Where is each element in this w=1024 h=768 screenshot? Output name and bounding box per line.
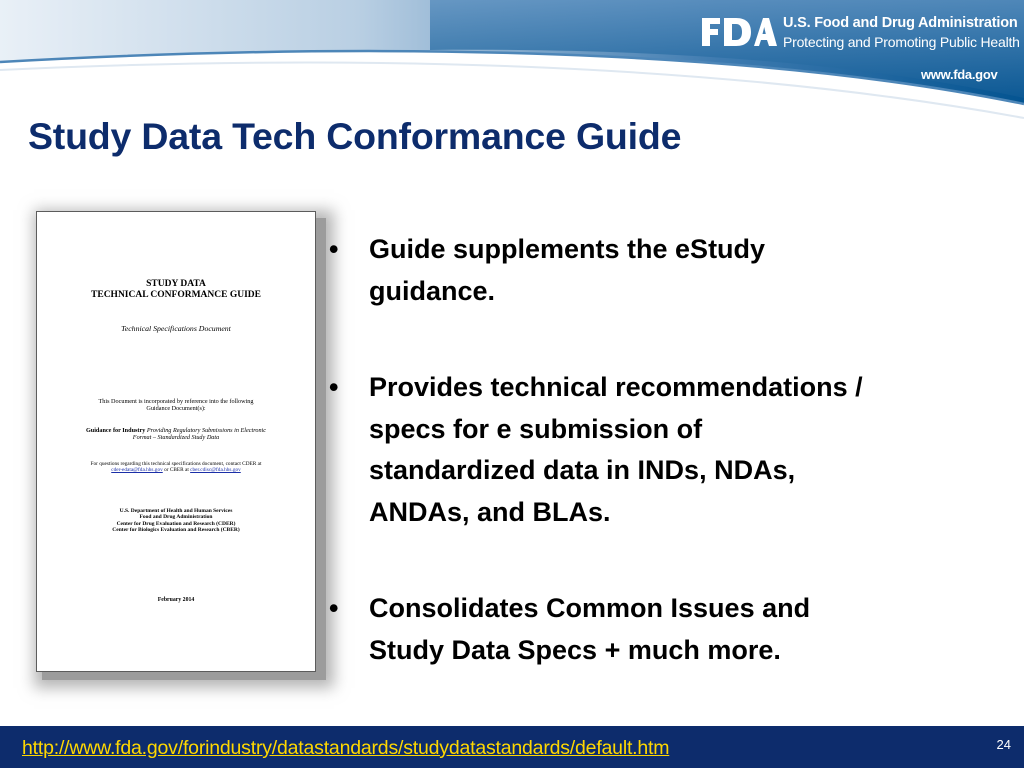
document-email-cder: cder-edata@fda.hhs.gov <box>111 467 163 474</box>
slide-title: Study Data Tech Conformance Guide <box>28 115 682 157</box>
document-thumbnail <box>36 211 316 672</box>
bullet-marker: • <box>329 593 339 623</box>
footer-link[interactable]: http://www.fda.gov/forindustry/datastandards/studydatastandards/default.htm <box>22 737 670 759</box>
document-email-cber: cber.cdisc@fda.hhs.gov <box>190 467 241 474</box>
document-contact-info: For questions regarding this technical specifications document, contact CDER at cder-edata@fda.hhs.gov or CBER at cber.cdisc@fda.hhs.gov <box>90 461 262 474</box>
document-date: February 2014 <box>157 597 195 603</box>
bullet-marker: • <box>329 234 339 264</box>
website-address: www.fda.gov <box>921 67 998 82</box>
document-incorporation-note: This Document is incorporated by reference into the following Guidance Document(s): <box>98 398 254 413</box>
bullet-text: Consolidates Common Issues and Study Data Specs + much more. <box>369 593 811 665</box>
document-guidance-reference: Guidance for Industry Providing Regulatory Submissions in Electronic Format – Standardized Study Data <box>85 427 267 442</box>
agency-tagline: Protecting and Promoting Public Health <box>783 34 1020 50</box>
agency-name: U.S. Food and Drug Administration <box>783 15 1018 31</box>
document-agency-block: U.S. Department of Health and Human Services Food and Drug Administration Center for Drug Evaluation and Research (CDER) Center for Biologics Evaluation and Research (CBER) <box>112 508 240 533</box>
fda-logo <box>699 14 777 50</box>
bullet-marker: • <box>329 372 339 402</box>
document-title: STUDY DATA TECHNICAL CONFORMANCE GUIDE <box>91 279 261 300</box>
page-number: 24 <box>996 737 1011 752</box>
document-subtitle: Technical Specifications Document <box>121 324 231 333</box>
bullet-text: Provides technical recommendations / specs for e submission of standardized data in INDs, NDAs, ANDAs, and BLAs. <box>369 372 863 527</box>
bullet-text: Guide supplements the eStudy guidance. <box>369 234 766 306</box>
